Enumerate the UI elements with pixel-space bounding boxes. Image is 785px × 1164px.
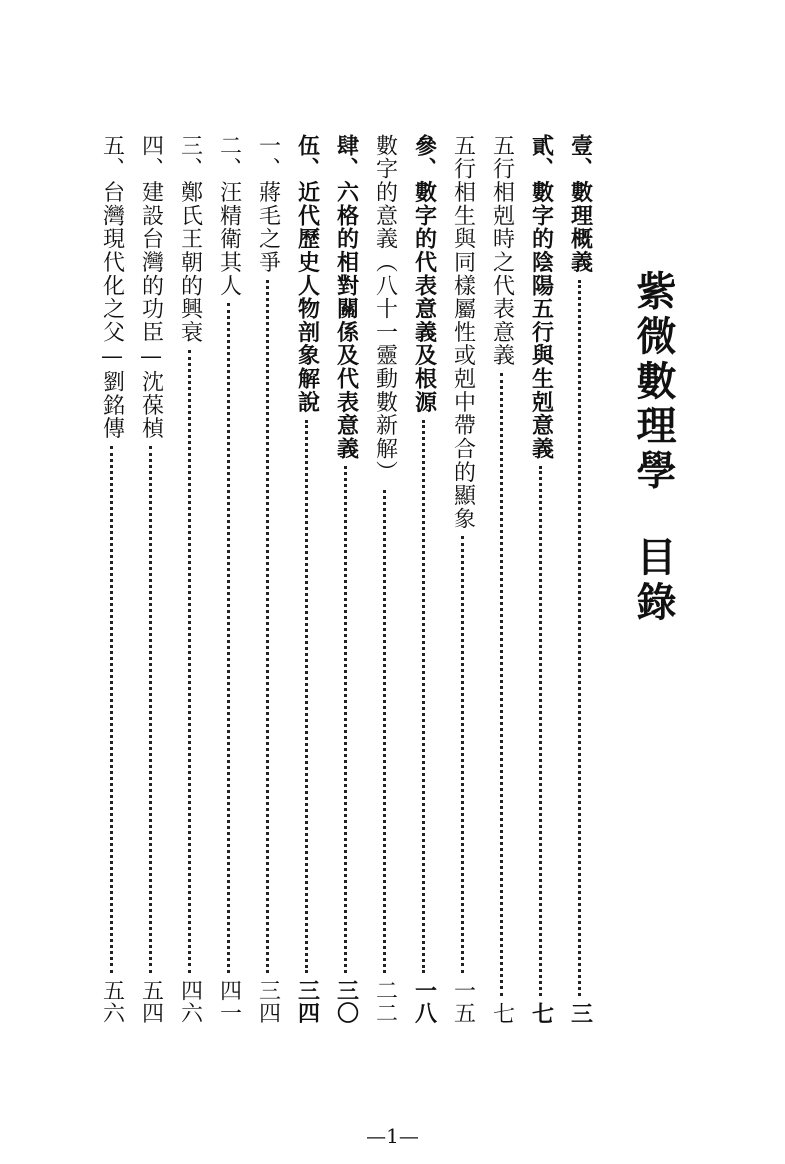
toc-entry-label: 五、台灣現代化之父—劉銘傳 — [99, 134, 125, 441]
toc-entry-9[interactable] — [248, 134, 287, 1024]
page-subtitle: 目錄 — [630, 536, 676, 626]
toc-page-number: 七 — [528, 1001, 554, 1024]
dot-leader — [266, 280, 269, 973]
toc-entry-11[interactable] — [170, 134, 209, 1024]
toc-entry-label: 四、建設台灣的功臣—沈葆楨 — [138, 134, 164, 441]
dot-leader — [461, 536, 464, 973]
dot-leader — [305, 420, 308, 973]
toc-entry-label: 五行相生與同樣屬性或剋中帶合的顯象 — [450, 134, 476, 531]
toc-entry-label: 三、鄭氏王朝的興衰 — [177, 134, 203, 344]
toc-entry-label: 伍、近代歷史人物剖象解說 — [294, 134, 320, 414]
toc-page-number: 四一 — [216, 979, 242, 1024]
toc-page-number: 七 — [489, 1001, 515, 1024]
toc-entry-8[interactable] — [287, 134, 326, 1024]
dot-leader — [344, 466, 347, 973]
toc-entry-1[interactable] — [560, 134, 599, 1024]
dot-leader — [188, 350, 191, 973]
dot-leader — [149, 446, 152, 973]
toc-entry-label: 二、汪精衛其人 — [216, 134, 242, 298]
toc-page-number: 五六 — [99, 979, 125, 1024]
toc-page-number: 三四 — [255, 979, 281, 1024]
toc-entry-label: 一、蔣毛之爭 — [255, 134, 281, 274]
toc-page-number: 一五 — [450, 979, 476, 1024]
toc-page-number: 三四 — [294, 979, 320, 1024]
dot-leader — [227, 303, 230, 973]
toc-entry-4[interactable] — [443, 134, 482, 1024]
page-number-footer: —1— — [366, 1124, 419, 1148]
toc-entry-2[interactable] — [521, 134, 560, 1024]
toc-page-number: 四六 — [177, 979, 203, 1024]
dot-leader — [383, 490, 386, 973]
toc-page-number: 一八 — [411, 979, 437, 1024]
table-of-contents — [92, 134, 599, 1024]
toc-entry-label: 壹、數理概義 — [567, 134, 593, 274]
toc-page-number: 三〇 — [333, 979, 359, 1024]
toc-entry-10[interactable] — [209, 134, 248, 1024]
toc-entry-3[interactable] — [482, 134, 521, 1024]
toc-page-number: 二二 — [372, 979, 398, 1024]
toc-entry-label: 貳、數字的陰陽五行與生剋意義 — [528, 134, 554, 461]
toc-entry-12[interactable] — [131, 134, 170, 1024]
toc-entry-label: 數字的意義（八十一靈動數新解） — [372, 134, 398, 484]
dot-leader — [110, 446, 113, 973]
dot-leader — [578, 280, 581, 996]
toc-entry-5[interactable] — [404, 134, 443, 1024]
toc-page-number: 三 — [567, 1001, 593, 1024]
toc-entry-label: 肆、六格的相對關係及代表意義 — [333, 134, 359, 461]
toc-entry-13[interactable] — [92, 134, 131, 1024]
toc-entry-label: 參、數字的代表意義及根源 — [411, 134, 437, 414]
toc-entry-7[interactable] — [326, 134, 365, 1024]
toc-entry-6[interactable] — [365, 134, 404, 1024]
dot-leader — [422, 420, 425, 973]
dot-leader — [539, 466, 542, 995]
toc-entry-label: 五行相剋時之代表意義 — [489, 134, 515, 368]
page-title: 紫微數理學 — [630, 270, 676, 494]
toc-page-number: 五四 — [138, 979, 164, 1024]
dot-leader — [500, 373, 503, 995]
